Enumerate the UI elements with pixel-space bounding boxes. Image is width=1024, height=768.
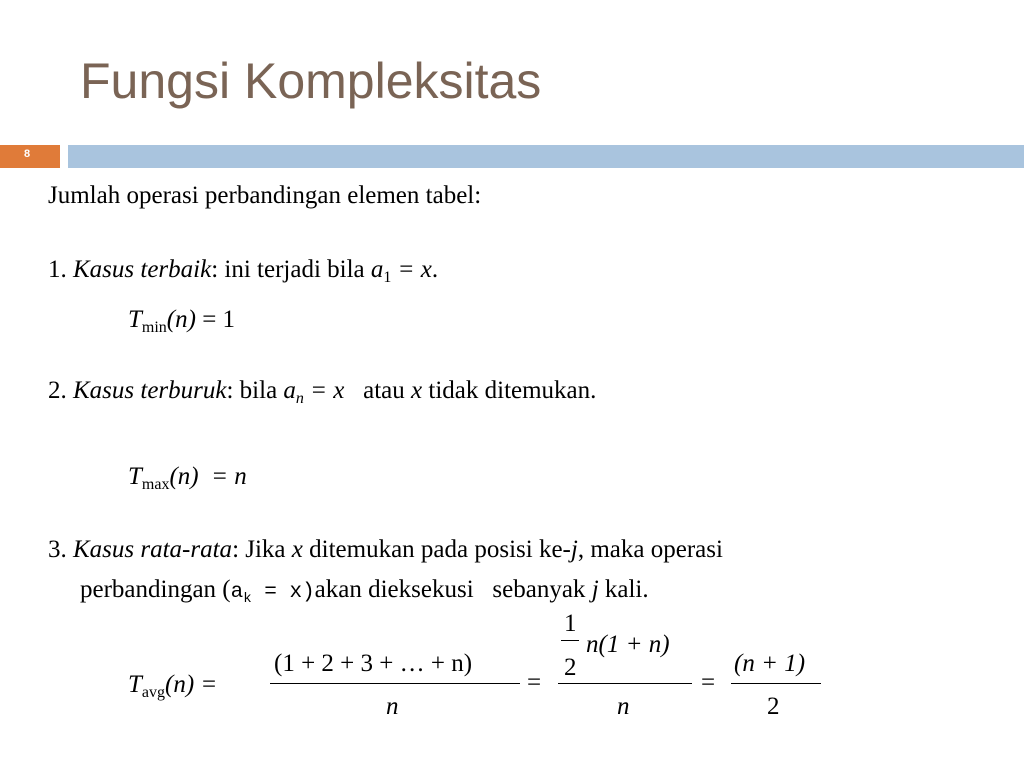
case3-code-var: a [230, 581, 244, 604]
half-denominator: 2 [564, 654, 577, 681]
half-numerator: 1 [564, 610, 577, 637]
case1-cond-sub: 1 [383, 269, 392, 286]
case2-cond-sub: n [295, 390, 304, 407]
case3-formula-lhs [128, 671, 218, 701]
case2-or: atau [363, 377, 405, 404]
case3-line2-a: perbandingan ( [80, 576, 231, 603]
case1-formula [128, 306, 236, 336]
case3-line1 [48, 537, 723, 562]
slide-number: 8 [24, 148, 31, 160]
frac3-denominator: 2 [767, 693, 780, 720]
case3-name: Kasus rata-rata [73, 536, 233, 563]
frac3-line [731, 683, 821, 684]
case3-code-rest: = x) [251, 581, 315, 604]
equals-1: = [527, 669, 542, 696]
title-divider-bar [68, 145, 1024, 168]
case1-cond-rhs: = x [397, 256, 432, 283]
case1-formula-arg: (n) [166, 306, 196, 333]
frac1-numerator: (1 + 2 + 3 + … + n) [274, 650, 473, 677]
case3-x: x [291, 536, 303, 563]
case3-desc3: , maka operasi [577, 536, 723, 563]
case2-number: 2. [48, 377, 67, 404]
case1-end: . [431, 256, 439, 283]
frac2-denominator: n [617, 693, 630, 720]
slide-number-bar [0, 145, 60, 168]
case1-name: Kasus terbaik [73, 256, 212, 283]
case1-line [48, 256, 439, 286]
case2-x: x [411, 377, 423, 404]
frac1-denominator: n [386, 693, 399, 720]
case3-formula-arg: (n) = [165, 671, 218, 698]
half-line [561, 640, 579, 641]
equals-2: = [701, 669, 716, 696]
case1-formula-T: T [128, 306, 142, 333]
case3-number: 3. [48, 536, 67, 563]
case3-formula-T: T [128, 671, 142, 698]
case1-cond-var: a [370, 256, 384, 283]
case2-cond-rhs: = x [310, 377, 345, 404]
case1-number: 1. [48, 256, 67, 283]
case3-line2-b: akan dieksekusi [314, 576, 474, 603]
case3-line2-j: j [591, 576, 599, 603]
case2-formula [128, 463, 247, 493]
frac2-numerator-tail: n(1 + n) [586, 631, 670, 658]
case2-formula-sub: max [141, 476, 170, 493]
case3-code-sub: k [243, 591, 252, 607]
case3-code [230, 581, 315, 607]
case3-formula-sub: avg [141, 684, 166, 701]
case1-desc: : ini terjadi bila [211, 256, 365, 283]
case2-rest: tidak ditemukan. [428, 377, 597, 404]
case3-line2-end: kali. [604, 576, 649, 603]
case2-cond-var: a [283, 377, 296, 404]
case3-desc2: ditemukan pada posisi ke- [309, 536, 571, 563]
case3-j: j [570, 536, 578, 563]
case1-formula-rhs: = 1 [202, 306, 236, 333]
case2-line [48, 377, 597, 407]
frac1-line [270, 683, 520, 684]
frac3-numerator: (n + 1) [734, 650, 806, 677]
case2-formula-T: T [128, 463, 142, 490]
case2-formula-arg: (n) [169, 463, 199, 490]
slide-title: Fungsi Kompleksitas [80, 53, 542, 109]
case1-formula-sub: min [141, 319, 167, 336]
frac2-line [558, 683, 692, 684]
case3-desc1: : Jika [232, 536, 286, 563]
case2-formula-rhs: = n [211, 463, 247, 490]
case2-name: Kasus terburuk [73, 377, 227, 404]
case3-line2 [80, 576, 649, 607]
intro-text: Jumlah operasi perbandingan elemen tabel: [48, 182, 482, 209]
case2-desc: : bila [226, 377, 278, 404]
case3-line2-c: sebanyak [492, 576, 586, 603]
